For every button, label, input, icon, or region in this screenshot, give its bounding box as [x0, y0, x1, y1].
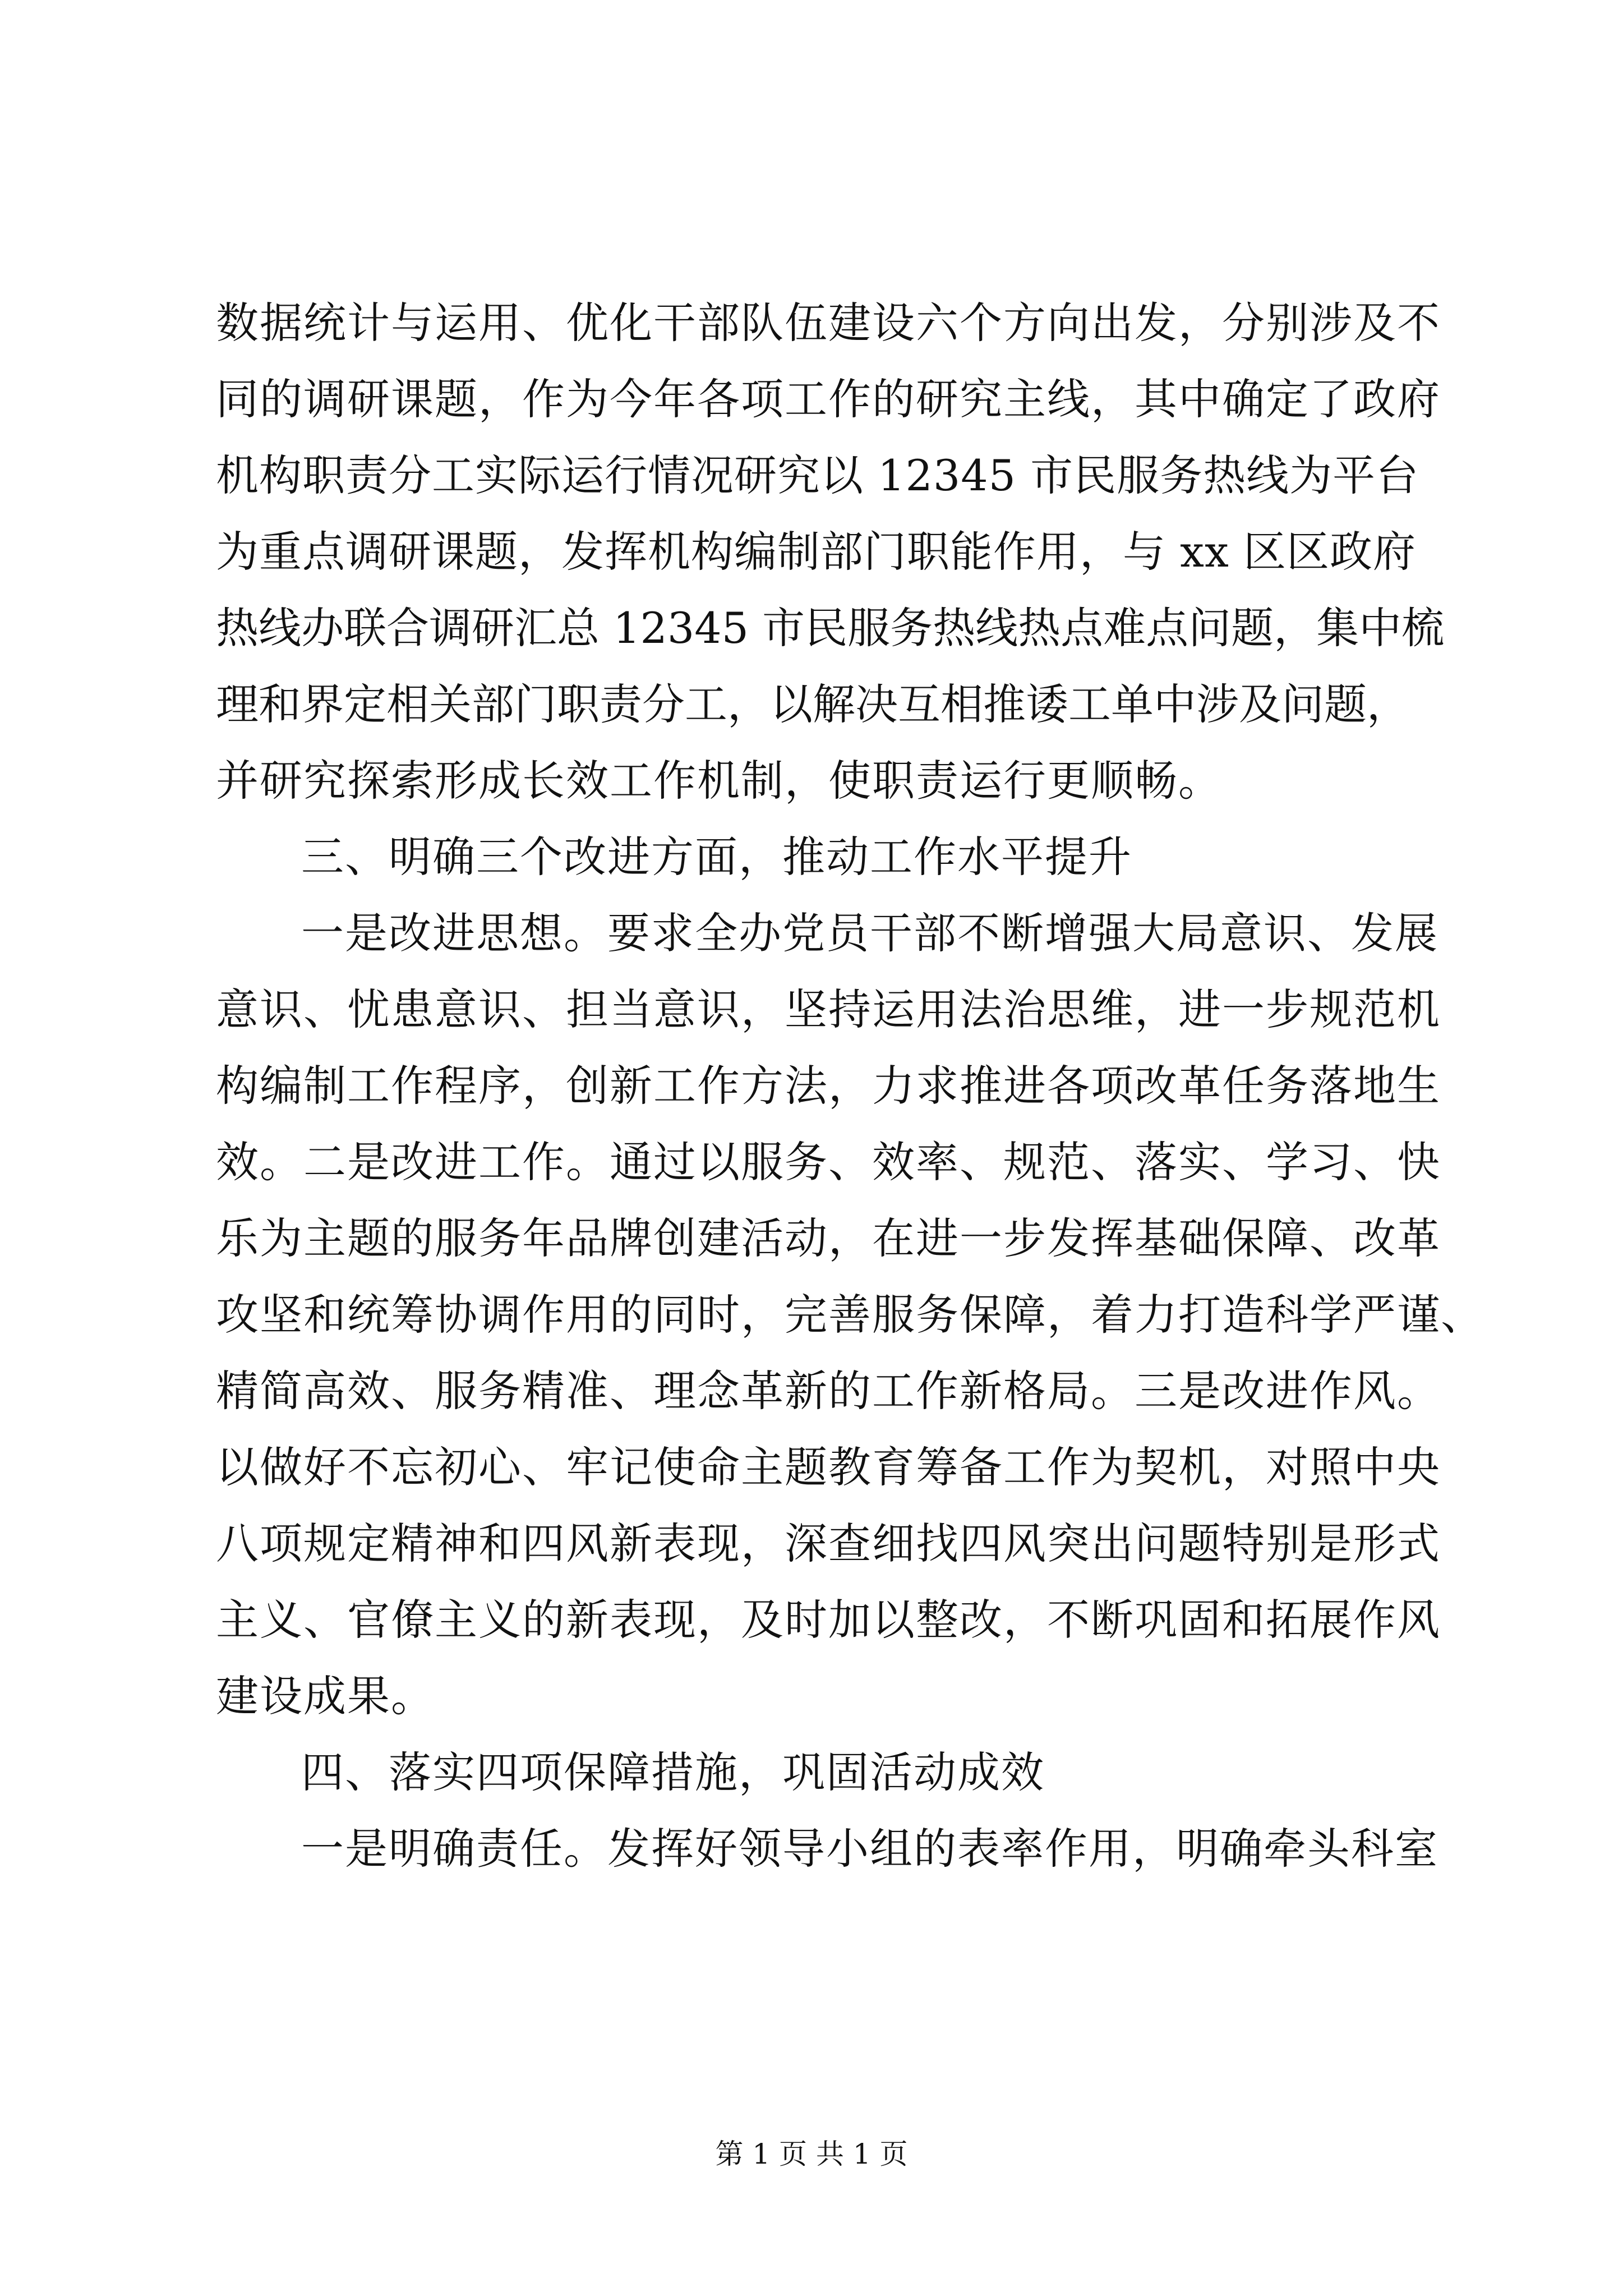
body-line: 数据统计与运用、优化干部队伍建设六个方向出发，分别涉及不	[216, 298, 1441, 348]
body-line: 主义、官僚主义的新表现，及时加以整改，不断巩固和拓展作风	[216, 1595, 1441, 1645]
body-line: 为重点调研课题，发挥机构编制部门职能作用，与 xx 区区政府	[216, 527, 1417, 577]
section-heading-3: 三、明确三个改进方面，推动工作水平提升	[301, 832, 1132, 882]
body-line: 以做好不忘初心、牢记使命主题教育筹备工作为契机，对照中央	[216, 1442, 1441, 1492]
document-body	[216, 285, 1484, 1887]
body-line: 乐为主题的服务年品牌创建活动，在进一步发挥基础保障、改革	[216, 1213, 1441, 1263]
body-line: 同的调研课题，作为今年各项工作的研究主线，其中确定了政府	[216, 374, 1441, 424]
body-line: 精简高效、服务精准、理念革新的工作新格局。三是改进作风。	[216, 1366, 1441, 1416]
body-line: 理和界定相关部门职责分工，以解决互相推诿工单中涉及问题，	[216, 679, 1409, 729]
body-line: 攻坚和统筹协调作用的同时，完善服务保障，着力打造科学严谨、	[216, 1290, 1484, 1340]
body-line: 构编制工作程序，创新工作方法，力求推进各项改革任务落地生	[216, 1061, 1441, 1111]
paragraph-start-line: 一是明确责任。发挥好领导小组的表率作用，明确牵头科室	[301, 1824, 1438, 1874]
paragraph-start-line: 一是改进思想。要求全办党员干部不断增强大局意识、发展	[301, 908, 1438, 958]
body-line: 热线办联合调研汇总 12345 市民服务热线热点难点问题，集中梳	[216, 603, 1445, 653]
page-footer: 第 1 页 共 1 页	[715, 2138, 908, 2170]
body-line: 建设成果。	[216, 1671, 435, 1721]
body-line: 八项规定精神和四风新表现，深查细找四风突出问题特别是形式	[216, 1519, 1441, 1568]
body-line: 意识、忧患意识、担当意识，坚持运用法治思维，进一步规范机	[216, 984, 1441, 1034]
body-line: 效。二是改进工作。通过以服务、效率、规范、落实、学习、快	[216, 1137, 1441, 1187]
section-heading-4: 四、落实四项保障措施，巩固活动成效	[301, 1747, 1045, 1797]
body-line: 机构职责分工实际运行情况研究以 12345 市民服务热线为平台	[216, 450, 1419, 500]
body-line: 并研究探索形成长效工作机制，使职责运行更顺畅。	[216, 756, 1222, 806]
